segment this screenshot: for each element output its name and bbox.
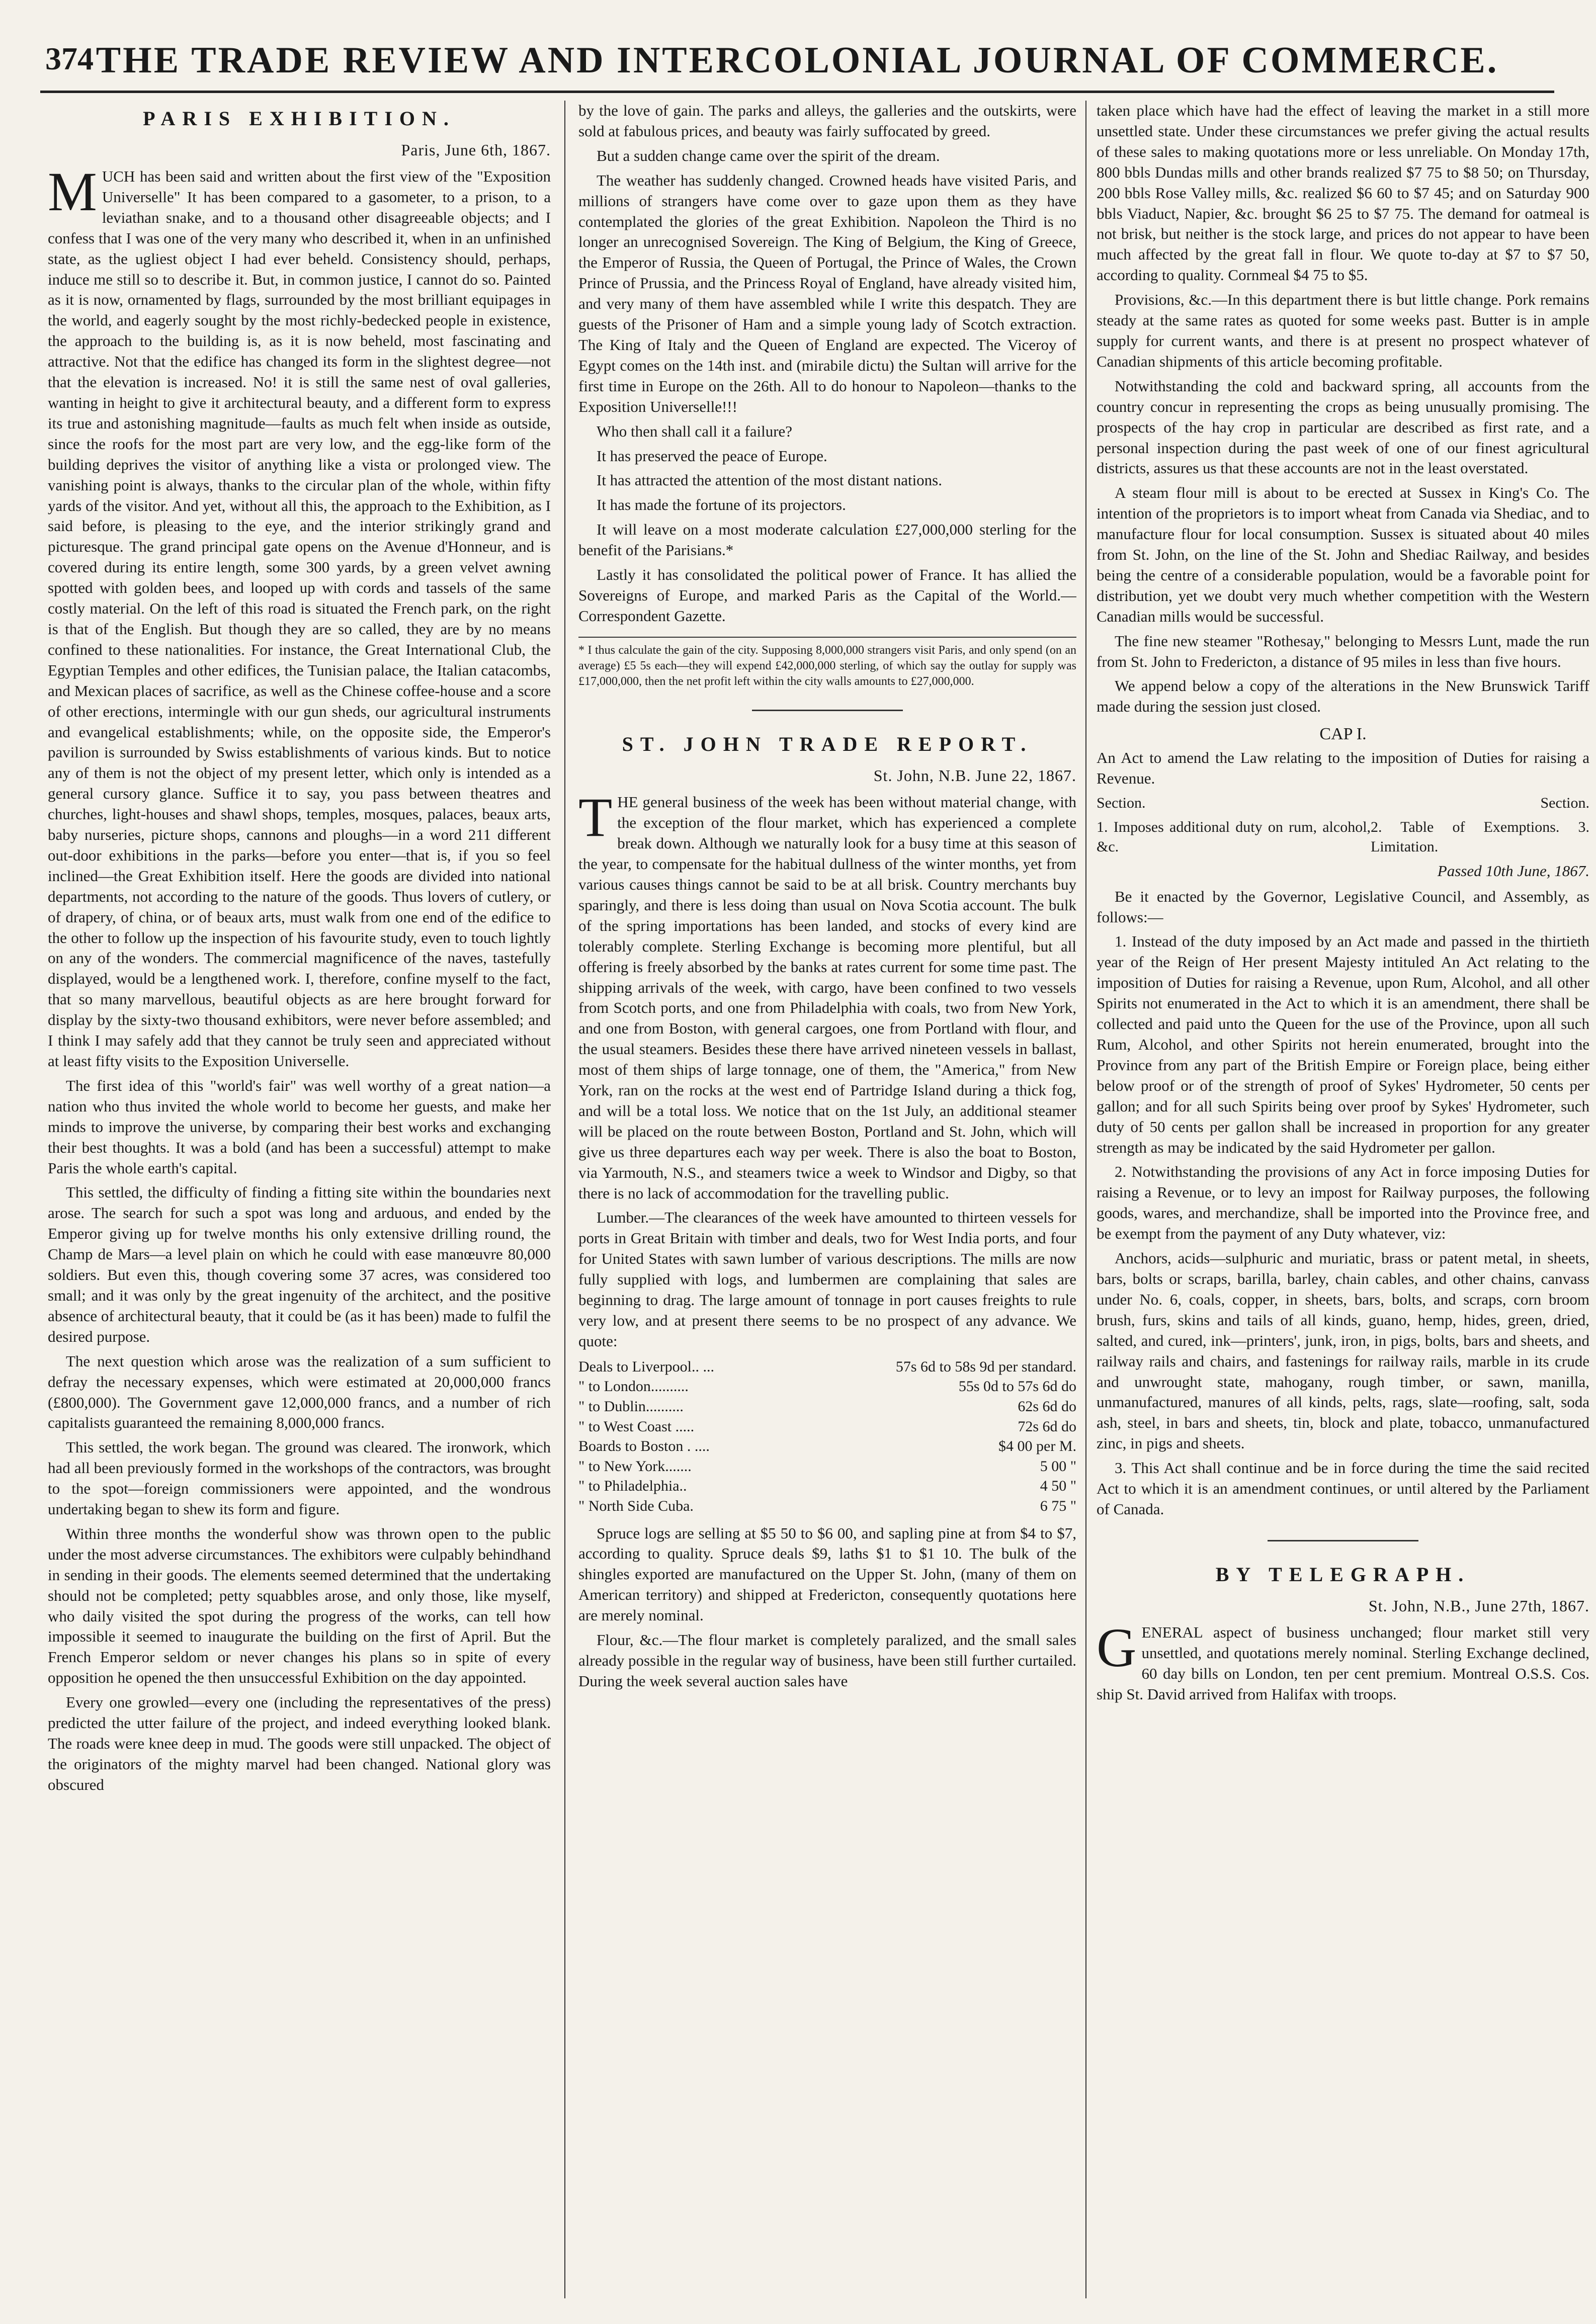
section-labels: [1097, 793, 1589, 813]
article-paragraph: by the love of gain. The parks and alleys, the galleries and the outskirts, were sold at fabulous prices, and beauty was fairly suffocated by greed.: [578, 102, 1076, 140]
article-paragraph: Provisions, &c.—In this department there is but little change. Pork remains steady at the same rates as quoted for some weeks past. Butter is in ample supply for current wants, and there is at present no prospect whatever of Canadian shipments of this article becoming profitable.: [1097, 291, 1589, 370]
dateline: St. John, N.B., June 27th, 1867.: [1368, 1596, 1589, 1615]
article-paragraph: This settled, the difficulty of finding a fitting site within the boundaries next arose. The search for such a spot was long and arduous, and ended by the Emperor giving up for twelve months his only extensive drilling round, the Champ de Mars—a level plain on which he could with ease manœuvre 80,000 soldiers. But even this, though covering some 37 acres, was considered too small; and it was only by the great ingenuity of the architect, and the positive absence of architectural beauty, that it could be (as it has been) made to fulfil the desired purpose.: [48, 1183, 551, 1345]
section-item: 2. Table of Exemptions. 3. Limitation.: [1371, 818, 1589, 855]
column-rule: [564, 101, 565, 2298]
quote-row: " to West Coast ..... 72s 6d do: [578, 1418, 1076, 1435]
drop-cap: T: [578, 787, 613, 848]
masthead: [40, 25, 1554, 93]
divider: [1268, 1540, 1418, 1541]
quote-row: Deals to Liverpool.. ... 57s 6d to 58s 9d per standard.: [578, 1358, 1076, 1375]
article-paragraph: The weather has suddenly changed. Crowned heads have visited Paris, and millions of strangers have come over to gaze upon them as they have contemplated the glories of the great Exhibition. Napoleon the Third is no longer an unrecognised Sovereign. The King of Belgium, the King of Greece, the Emperor of Russia, the Queen of Portugal, the Prince of Wales, the Crown Prince of Prussia, and the Princess Royal of England, have already visited him, and very many of them have assembled while I write this despatch. They are guests of the Prisoner of Ham and a simple young lady of Scotch extraction. The King of Italy and the Queen of England are expected. The Viceroy of Egypt comes on the 14th inst. and (mirabile dictu) the Sultan will arrive for the first time in Europe on the 26th. All to do honour to Napoleon—thanks to the Exposition Universelle!!!: [578, 171, 1076, 415]
article-paragraph: The fine new steamer "Rothesay," belonging to Messrs Lunt, made the run from St. John to Fredericton, a distance of 95 miles in less than five hours.: [1097, 632, 1589, 670]
article-paragraph: It will leave on a most moderate calculation £27,000,000 sterling for the benefit of the Parisians.*: [578, 521, 1076, 559]
passed-date: Passed 10th June, 1867.: [1437, 862, 1589, 880]
section-label: Section.: [1540, 794, 1589, 811]
act-paragraph: 1. Instead of the duty imposed by an Act made and passed in the thirtieth year of the Reign of Her present Majesty intituled An Act relating to the imposition of Duties for raising a Revenue, upon Rum, Alcohol, and all other Spirits not enumerated in the Act to which it is an amendment, there shall be collected and paid unto the Queen for the use of the Province, upon all such Rum, Alcohol, and other Spirits not herein enumerated, brought into the Province from any part of the British Empire or Foreign place, being either below proof or of the strength of proof of Sykes' Hydrometer, 50 cents per gallon; and for all such Spirits being over proof by Sykes' Hydrometer, such duty of 50 cents per gallon shall be increased in proportion for any greater strength as may be indicated by the said Hydrometer per gallon.: [1097, 932, 1589, 1156]
article-paragraph: Within three months the wonderful show was thrown open to the public under the most adverse circumstances. The exhibitors were culpably behindhand in sending in their goods. The elements seemed determined that the undertaking should not be completed; petty squabbles arose, and only those, like myself, who daily visited the spot during the progress of the works, can tell how impossible it seemed to inaugurate the building on the first of April. But the French Emperor seldom or never changes his plans so in spite of every opposition he opened the then unsuccessful Exhibition on the day appointed.: [48, 1524, 551, 1687]
article-paragraph: The first idea of this "world's fair" was well worthy of a great nation—a nation who thus invited the whole world to become her guests, and make her minds to improve the universe, by comparing their best works and exchanging their best thoughts. It was a bold (and has been a successful) attempt to make Paris the whole earth's capital.: [48, 1076, 551, 1177]
drop-cap: M: [48, 161, 97, 223]
section-item: 1. Imposes additional duty on rum, alcohol, &c.: [1097, 818, 1371, 855]
section-heading: BY TELEGRAPH.: [1215, 1563, 1471, 1586]
act-paragraph: 3. This Act shall continue and be in force during the time the said recited Act to which it is an amendment continues, or until altered by the Parliament of Canada.: [1097, 1459, 1589, 1518]
page-number: 374: [45, 41, 94, 76]
quote-row: Boards to Boston . .... $4 00 per M.: [578, 1438, 1076, 1455]
article-paragraph: The next question which arose was the realization of a sum sufficient to defray the necessary expenses, which were estimated at 20,000,000 francs (£800,000). The Government gave 12,000,000 francs, and a number of rich capitalists guaranteed the remaining 8,000,000 francs.: [48, 1352, 551, 1432]
column-one: [48, 101, 551, 2303]
act-paragraph: 2. Notwithstanding the provisions of any Act in force imposing Duties for raising a Revenue, or to levy an impost for Railway purposes, the following goods, wares, and merchandize, shall be imported into the Province free, and be exempt from the payment of any Duty whatever, viz:: [1097, 1163, 1589, 1243]
article-paragraph: MUCH has been said and written about the first view of the "Exposition Universelle" It has been compared to a gasometer, to a prison, to a leviathan snake, and to a thousand other disagreeable objects; and I confess that I was one of the very many who described it, when in an unfinished state, as the ugliest object I had ever beheld. Consistency should, perhaps, induce me still so to describe it. But, in common justice, I cannot do so. Painted as it is now, ornamented by flags, surrounded by the most brilliant equipages in the world, and eagerly sought by the most richly-bedecked people in existence, the approach to the building is, as it is now beheld, most fascinating and attractive. Not that the edifice has changed its form in the slightest degree—not that the elevation is increased. No! it is still the same nest of oval galleries, wanting in height to give it architectural beauty, and a different form to express its true and astonishing magnitude—faults as much felt when inside as outside, since the roofs for the most part are very low, and the egg-like form of the building deprives the visitor of anything like a vista or prolonged view. The vanishing point is always, thanks to the circular plan of the whole, within fifty yards of the visitor. And yet, without all this, the approach to the Exhibition, as I said before, is pleasing to the eye, and the interior strikingly grand and picturesque. The grand principal gate opens on the Avenue d'Honneur, and is covered during its entire length, some 300 yards, by a green velvet awning spotted with golden bees, and looped up with cords and tassels of the same costly material. On the left of this road is situated the French park, on the right is that of the English. But though they are so called, they are by no means confined to these nationalities. For instance, the Great International Club, the Egyptian Temples and other edifices, the Tunisian palace, the Italian catacombs, and Mexican places of sacrifice, as well as the Chinese coffee-house and a score of other erections, intermingle with our gun sheds, our agricultural instruments and evangelical establishments; while, on the opposite side, the Emperor's pavilion is surrounded by Swiss establishments of various kinds. But to notice any of them is not the object of my present letter, which only is intended as a general cursory glance. Suffice it to say, you pass between theatres and churches, light-houses and shawl shops, temples, mosques, palaces, beaux arts, baby nurseries, picture shops, cannons and ploughs—in a word 211 different out-door exhibitions in the parks—before you enter—that is, if you so feel inclined—the Great Exhibition itself. Here the goods are divided into national departments, not according to the nature of the goods. Thus lovers of cutlery, or of drapery, of china, or of beaux arts, must walk from one end of the edifice to the other to follow up the inspection of his favourite study, even to touch lightly on any of the wonders. The commercial magnificence of the naves, tastefully displayed, would be a lengthened work. I, therefore, confine myself to the fact, that so many marvellous, beautiful objects as are here brought forward for display by the sixty-two thousand exhibitors, were never before assembled; and I think I may safely add that they cannot be truly seen and appreciated without at least fifty visits to the Exposition Universelle.: [48, 161, 551, 1070]
section-summary: [1097, 817, 1589, 857]
article-paragraph: A steam flour mill is about to be erected at Sussex in King's Co. The intention of the proprietors is to import wheat from Canada via Shediac, and to manufacture flour for local consumption. Sussex is situated about 40 miles from St. John, on the line of the St. John and Shediac Railway, and besides being the centre of a considerable population, would be a favorable point for distribution, yet we doubt very much whether competition with the Western Canadian mills would be successful.: [1097, 484, 1589, 625]
article-paragraph: Notwithstanding the cold and backward spring, all accounts from the country concur in representing the crops as being unusually promising. The prospects of the hay crop in particular are described as first rate, and a personal inspection during the past week of one of our finest agricultural districts, assures us that these accounts are not in the least overstated.: [1097, 377, 1589, 477]
article-paragraph: Every one growled—every one (including the representatives of the press) predicted the utter failure of the project, and indeed everything looked blank. The roads were knee deep in mud. The goods were still unpacked. The object of the originators of the mighty marvel had been changed. National glory was obscured: [48, 1693, 551, 1793]
quote-row: " North Side Cuba. 6 75 ": [578, 1497, 1076, 1514]
quote-row: " to Philadelphia.. 4 50 ": [578, 1478, 1076, 1495]
column-two: [578, 101, 1076, 2303]
article-paragraph: Spruce logs are selling at $5 50 to $6 00, and sapling pine at from $4 to $7, according to quality. Spruce deals $9, laths $1 to $1 10. The bulk of the shingles exported are manufactured on the Upper St. John, (many of them on American territory) and shipped at Fredericton, consequently quotations here are merely nominal.: [578, 1524, 1076, 1624]
section-label: Section.: [1097, 794, 1146, 811]
quote-row: " to London.......... 55s 0d to 57s 6d do: [578, 1378, 1076, 1395]
drop-cap: G: [1097, 1616, 1137, 1678]
divider: [752, 710, 903, 711]
article-paragraph: But a sudden change came over the spirit of the dream.: [597, 146, 940, 164]
article-paragraph: It has preserved the peace of Europe.: [597, 447, 827, 465]
section-heading: PARIS EXHIBITION.: [143, 107, 456, 130]
journal-title: THE TRADE REVIEW AND INTERCOLONIAL JOURNAL OF COMMERCE.: [96, 40, 1499, 81]
column-rule: [1085, 101, 1086, 2298]
quote-row: " to Dublin.......... 62s 6d do: [578, 1398, 1076, 1415]
article-paragraph: This settled, the work began. The ground was cleared. The ironwork, which had all been previously formed in the workshops of the contractors, was brought to the spot—foreign commissioners were appointed, and the wondrous undertaking began to shew its form and figure.: [48, 1438, 551, 1518]
article-paragraph: THE general business of the week has been without material change, with the exception of the flour market, which has experienced a complete break down. Although we naturally look for a busy time at this season of the year, to compensate for the habitual dullness of the winter months, yet from various causes things cannot be said to be at all brisk. Country merchants buy sparingly, and there is less doing than usual on Nova Scotia account. The bulk of the spring importations has been landed, and stocks of every kind are tolerably complete. Sterling Exchange is becoming more plentiful, but all offering is freely absorbed by the banks at rates current for some time past. The shipping arrivals of the week, with cargo, have been confined to two vessels from Scotch ports, and one from Philadelphia with coals, two from New York, and one from Boston, with general cargoes, one from Portland with flour, and the usual steamers. Besides these there have arrived nineteen vessels in ballast, most of them ships of large tonnage, one of them, the "America," from New York, ran on the rocks at the west end of Partridge Island during a thick fog, and will be a total loss. We notice that on the 1st July, an additional steamer will be placed on the route between Boston, Portland and St. John, which will give us three departures each way per week. There is also the boat to Boston, via Yarmouth, N.S., and steamers twice a week to Windsor and Digby, so that there is no lack of accommodation for the travelling public.: [578, 787, 1076, 1202]
footnote: * I thus calculate the gain of the city. Supposing 8,000,000 strangers visit Paris, and only spend (on an average) £5 5s each—they will expend £42,000,000 sterling, of which say the outlay for supply was £17,000,000, then the net profit left within the city walls amounts to £27,000,000.: [578, 637, 1076, 690]
section-heading: ST. JOHN TRADE REPORT.: [622, 733, 1033, 756]
act-paragraph: Anchors, acids—sulphuric and muriatic, brass or patent metal, in sheets, bars, bolts or scraps, barilla, barley, chain cables, and other chains, canvass under No. 6, coals, copper, in sheets, bars, bolts, and scraps, corn broom brush, furs, skins and tails of all kinds, guano, hemp, hides, green, dried, salted, and cured, ink—printers', junk, iron, in pigs, bolts, bars and sheets, and railway rails and chairs, and fastenings for railway rails, marble in its crude and unwrought state, mahogany, rough timber, or sawn, manilla, unmanufactured, manures of all kinds, pelts, rags, slate—roofing, salt, soda ash, steel, in bars and sheets, tin, block and plate, tobacco, unmanufactured zinc, in pigs and sheets.: [1097, 1249, 1589, 1452]
act-chapter: CAP I.: [1319, 725, 1367, 744]
act-paragraph: Be it enacted by the Governor, Legislative Council, and Assembly, as follows:—: [1097, 887, 1589, 926]
column-three: [1097, 101, 1589, 2303]
article-paragraph: taken place which have had the effect of leaving the market in a still more unsettled state. Under these circumstances we prefer giving the actual results of these sales to making quotations more or less unreliable. On Monday 17th, 800 bbls Dundas mills and other brands realized $7 75 to $8 50; on Thursday, 200 bbls Rose Valley mills, &c. realized $6 60 to $7 45; and on Saturday 900 bbls Viaduct, Napier, &c. brought $6 25 to $7 75. The demand for oatmeal is not brisk, but neither is the stock large, and prices do not appear to have been much affected by the great fall in flour. We quote to-day at $7 to $7 50, according to quality. Cornmeal $4 75 to $5.: [1097, 102, 1589, 284]
article-paragraph: Lastly it has consolidated the political power of France. It has allied the Sovereigns of Europe, and marked Paris as the Capital of the World.—Correspondent Gazette.: [578, 566, 1076, 625]
article-paragraph: It has attracted the attention of the most distant nations.: [597, 471, 942, 489]
act-title: An Act to amend the Law relating to the imposition of Duties for raising a Revenue.: [1097, 749, 1589, 788]
dateline: St. John, N.B. June 22, 1867.: [873, 766, 1076, 785]
article-paragraph: Lumber.—The clearances of the week have amounted to thirteen vessels for ports in Great Britain with timber and deals, two for West India ports, and four for United States with sawn lumber of various descriptions. The mills are now fully supplied with logs, and lumbermen are complaining that sales are beginning to drag. The large amount of tonnage in port causes freights to rule very low, and at present there seems to be no prospect of any advance. We quote:: [578, 1209, 1076, 1350]
dateline: Paris, June 6th, 1867.: [401, 140, 551, 159]
article-paragraph: We append below a copy of the alterations in the New Brunswick Tariff made during the session just closed.: [1097, 677, 1589, 716]
article-paragraph: GENERAL aspect of business unchanged; flour market still very unsettled, and quotations merely nominal. Sterling Exchange declined, 60 day bills on London, ten per cent premium. Montreal O.S.S. Cos. ship St. David arrived from Halifax with troops.: [1097, 1616, 1589, 1703]
article-paragraph: Flour, &c.—The flour market is completely paralized, and the small sales already possible in the regular way of business, have been still further curtailed. During the week several auction sales have: [578, 1631, 1076, 1690]
quote-row: " to New York....... 5 00 ": [578, 1457, 1076, 1475]
article-paragraph: It has made the fortune of its projectors.: [597, 496, 846, 514]
article-paragraph: Who then shall call it a failure?: [597, 422, 793, 440]
price-quotes: [578, 1357, 1076, 1516]
